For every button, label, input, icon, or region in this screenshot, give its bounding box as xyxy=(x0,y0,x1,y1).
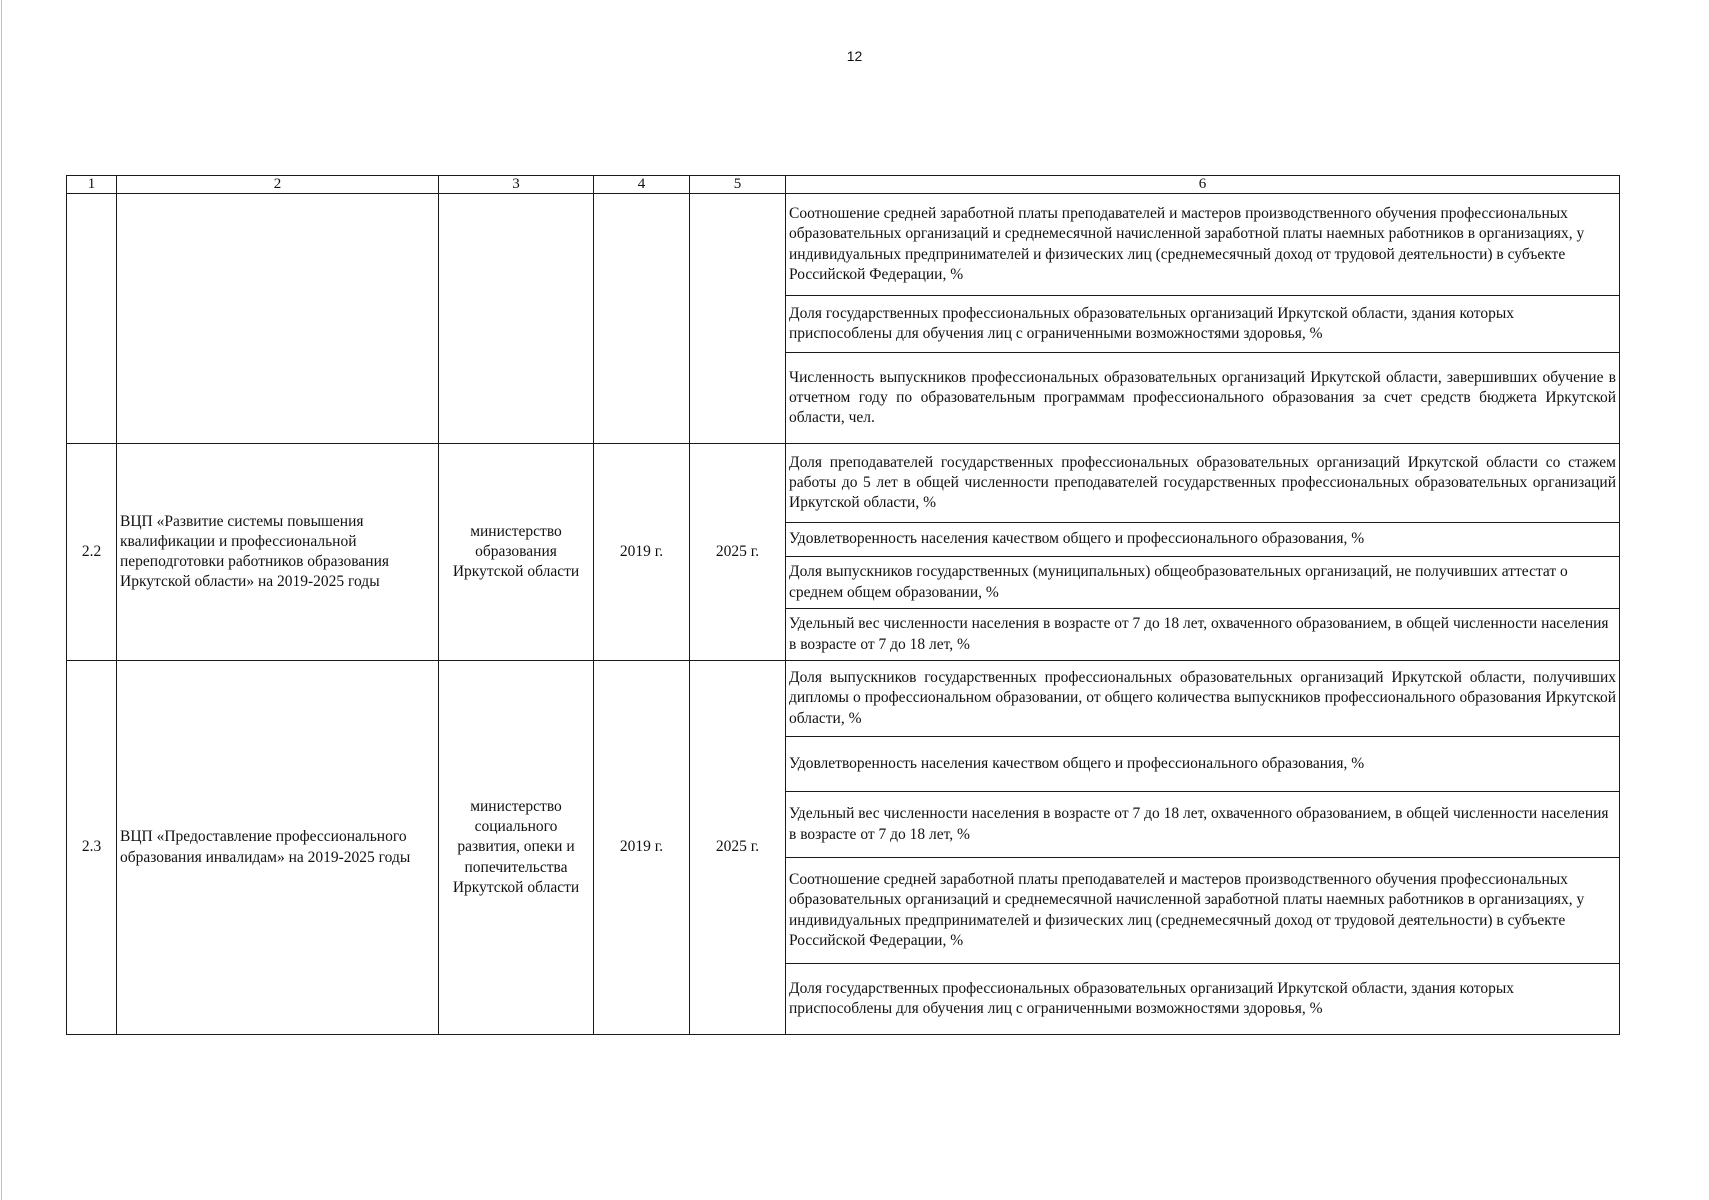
row-number xyxy=(67,194,117,444)
end-year xyxy=(690,194,786,444)
indicator-cell: Доля государственных профессиональных образовательных организаций Иркутской области, здания которых приспособлены для обучения лиц с ограниченными возможностями здоровья, % xyxy=(786,964,1620,1035)
table-row xyxy=(67,194,1620,296)
program-name: ВЦП «Предоставление профессионального образования инвалидам» на 2019-2025 годы xyxy=(117,661,439,1035)
end-year: 2025 г. xyxy=(690,444,786,661)
indicator-cell: Доля преподавателей государственных профессиональных образовательных организаций Иркутской области со стажем работы до 5 лет в общей численности преподавателей государственных профессиональных образовательных организаций Иркутской области, % xyxy=(786,444,1620,523)
indicator-cell: Удовлетворенность населения качеством общего и профессионального образования, % xyxy=(786,737,1620,792)
header-cell: 3 xyxy=(439,176,594,194)
indicator-cell: Соотношение средней заработной платы преподавателей и мастеров производственного обучения профессиональных образовательных организаций и среднемесячной начисленной заработной платы наемных работников в организациях, у индивидуальных предпринимателей и физических лиц (среднемесячный доход от трудовой деятельности) в субъекте Российской Федерации, % xyxy=(786,194,1620,296)
indicator-cell: Численность выпускников профессиональных образовательных организаций Иркутской области, завершивших обучение в отчетном году по образовательным программам профессионального образования за счет средств бюджета Иркутской области, чел. xyxy=(786,353,1620,444)
indicator-cell: Доля выпускников государственных (муниципальных) общеобразовательных организаций, не получивших аттестат о среднем общем образовании, % xyxy=(786,557,1620,609)
indicator-cell: Удельный вес численности населения в возрасте от 7 до 18 лет, охваченного образованием, в общей численности населения в возрасте от 7 до 18 лет, % xyxy=(786,609,1620,661)
table-row xyxy=(67,661,1620,737)
header-cell: 2 xyxy=(117,176,439,194)
executor: министерство социального развития, опеки и попечительства Иркутской области xyxy=(439,661,594,1035)
indicator-cell: Доля государственных профессиональных образовательных организаций Иркутской области, здания которых приспособлены для обучения лиц с ограниченными возможностями здоровья, % xyxy=(786,296,1620,353)
header-cell: 6 xyxy=(786,176,1620,194)
start-year: 2019 г. xyxy=(594,661,690,1035)
program-name: ВЦП «Развитие системы повышения квалификации и профессиональной переподготовки работников образования Иркутской области» на 2019-2025 годы xyxy=(117,444,439,661)
executor: министерство образования Иркутской области xyxy=(439,444,594,661)
header-row xyxy=(67,176,1620,194)
indicator-cell: Удельный вес численности населения в возрасте от 7 до 18 лет, охваченного образованием, в общей численности населения в возрасте от 7 до 18 лет, % xyxy=(786,792,1620,858)
indicator-cell: Доля выпускников государственных профессиональных образовательных организаций Иркутской области, получивших дипломы о профессиональном образовании, от общего количества выпускников профессионального образования Иркутской области, % xyxy=(786,661,1620,737)
header-cell: 1 xyxy=(67,176,117,194)
row-number: 2.3 xyxy=(67,661,117,1035)
table-row xyxy=(67,444,1620,523)
row-number: 2.2 xyxy=(67,444,117,661)
start-year xyxy=(594,194,690,444)
start-year: 2019 г. xyxy=(594,444,690,661)
header-cell: 5 xyxy=(690,176,786,194)
executor xyxy=(439,194,594,444)
header-cell: 4 xyxy=(594,176,690,194)
page-number: 12 xyxy=(846,48,863,64)
end-year: 2025 г. xyxy=(690,661,786,1035)
program-name xyxy=(117,194,439,444)
indicator-cell: Удовлетворенность населения качеством общего и профессионального образования, % xyxy=(786,523,1620,557)
indicator-cell: Соотношение средней заработной платы преподавателей и мастеров производственного обучения профессиональных образовательных организаций и среднемесячной начисленной заработной платы наемных работников в организациях, у индивидуальных предпринимателей и физических лиц (среднемесячный доход от трудовой деятельности) в субъекте Российской Федерации, % xyxy=(786,858,1620,964)
scan-edge xyxy=(1,0,2,1200)
program-table xyxy=(66,175,1620,1035)
